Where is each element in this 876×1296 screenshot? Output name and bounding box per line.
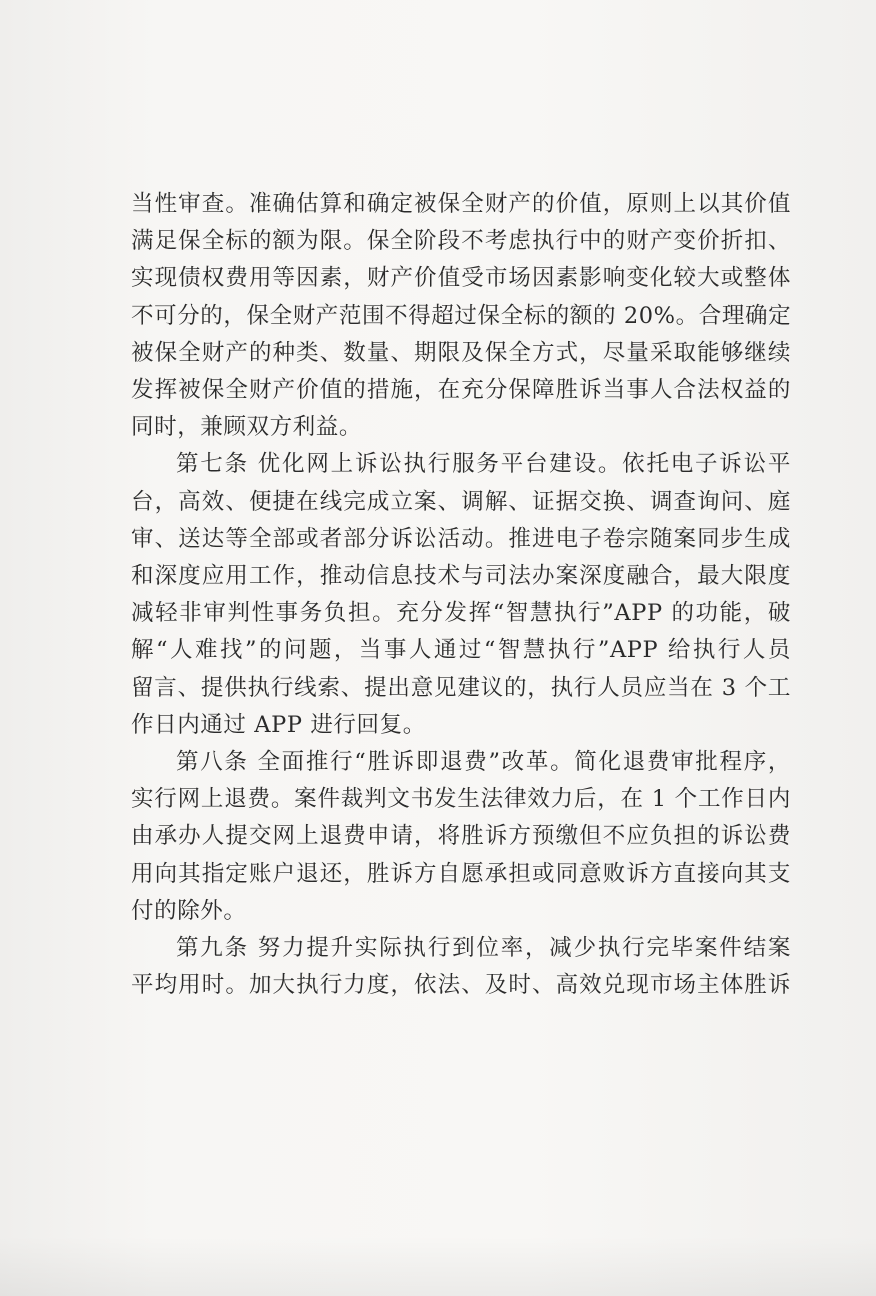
text-line: 减轻非审判性事务负担。充分发挥“智慧执行”APP 的功能，破 [131,600,791,627]
text-line: 当性审查。准确估算和确定被保全财产的价值，原则上以其价值 [131,191,791,217]
text-line: 作日内通过 APP 进行回复。 [131,711,426,738]
text-line: 留言、提供执行线索、提出意见建议的，执行人员应当在 3 个工 [131,674,791,701]
text-line: 同时，兼顾双方利益。 [131,414,363,441]
text-line: 满足保全标的额为限。保全阶段不考虑执行中的财产变价折扣、 [131,228,791,255]
paragraph-article-8 [131,744,791,930]
text-line: 第八条 全面推行“胜诉即退费”改革。简化退费审批程序， [176,749,791,776]
document-body [131,186,791,1004]
text-line: 用向其指定账户退还，胜诉方自愿承担或同意败诉方直接向其支 [131,860,791,887]
text-line: 付的除外。 [131,897,247,924]
paragraph-preservation-review [131,186,791,446]
text-line: 台，高效、便捷在线完成立案、调解、证据交换、调查询问、庭 [131,488,791,515]
text-line: 和深度应用工作，推动信息技术与司法办案深度融合，最大限度 [131,563,791,590]
text-line: 实行网上退费。案件裁判文书发生法律效力后，在 1 个工作日内 [131,786,791,813]
paragraph-article-7 [131,446,791,744]
text-line: 被保全财产的种类、数量、期限及保全方式，尽量采取能够继续 [131,339,791,366]
text-line: 实现债权费用等因素，财产价值受市场因素影响变化较大或整体 [131,265,791,292]
text-line: 发挥被保全财产价值的措施，在充分保障胜诉当事人合法权益的 [131,377,791,404]
paragraph-article-9 [131,930,791,1004]
text-line: 解“人难找”的问题，当事人通过“智慧执行”APP 给执行人员 [131,637,791,664]
text-line: 第七条 优化网上诉讼执行服务平台建设。依托电子诉讼平 [176,451,791,478]
text-line: 审、送达等全部或者部分诉讼活动。推进电子卷宗随案同步生成 [131,525,791,552]
text-line: 第九条 努力提升实际执行到位率，减少执行完毕案件结案 [176,935,791,962]
text-line: 平均用时。加大执行力度，依法、及时、高效兑现市场主体胜诉 [131,972,791,999]
text-line: 不可分的，保全财产范围不得超过保全标的额的 20%。合理确定 [131,302,792,329]
text-line: 由承办人提交网上退费申请，将胜诉方预缴但不应负担的诉讼费 [131,823,791,850]
